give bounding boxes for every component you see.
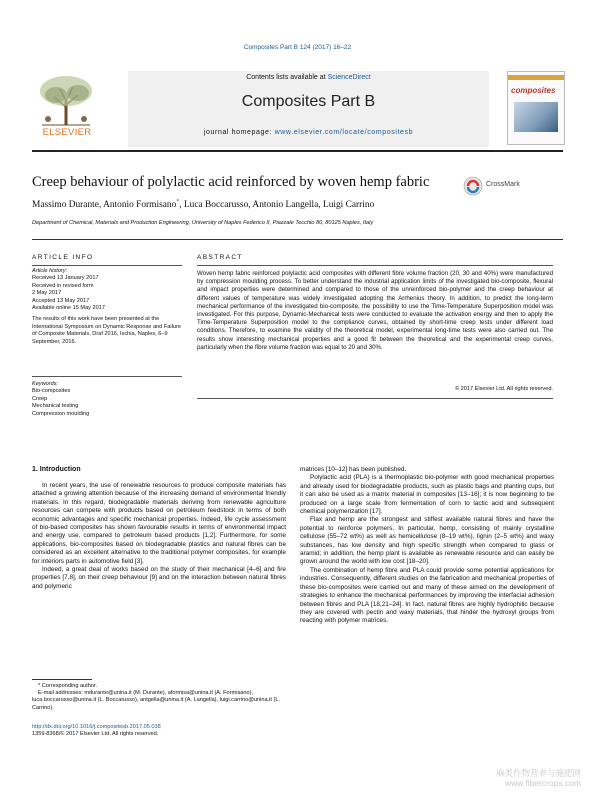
section-heading-introduction: 1. Introduction <box>32 466 81 473</box>
intro-paragraph: Polylactic acid (PLA) is a thermoplastic bio-polymer with good mechanical properties and already used for biodegradable products, such as plastic bags and planting cups, but it can also be used as a matrix material in composites [13–16]; it is now beginning to be produced on a large scale from fermentation of corn to lactic acid and subsequent chemical polymerization [17]. <box>300 474 554 516</box>
journal-citation[interactable]: Composites Part B 124 (2017) 16–22 <box>243 44 352 51</box>
footnote-rule <box>32 679 92 680</box>
crossmark-icon <box>463 176 483 196</box>
corresponding-author-mark[interactable]: * <box>176 199 180 205</box>
article-info-rule <box>32 265 182 266</box>
abstract-text: Woven hemp fabric reinforced polylactic acid composites with different fibre volume fraction (20, 30 and 40%) were manufactured by compression moulding process. To better understand the industrial application limits of the investigated bio-composite, flexural and impact properties were determined and compared to those of the unreinforced bio-polymer and the creep behaviour at different values of temperature was widely investigated adopting the Arrhenius theory. In addition, to predict the long-term mechanical performance of the investigated bio-composite, the possibility to use the Time-Temperature Superposition model was investigated. For this purpose, Dynamic-Mechanical tests were conducted to evaluate the activation energy and then to apply the Time-Temperature Superposition model to the compliance curves, obtained by short-time creep tests under different load conditions. Therefore, to examine the validity of the theoretical model, experimental long-time tests were also carried out. The results show interesting mechanical properties and a good fit between the theoretical and the experimental creep curves, particularly when the fibre volume fraction was equal to 20 and 30%. <box>197 270 553 351</box>
history-label: Article history: <box>32 268 68 274</box>
keywords-block <box>32 381 182 418</box>
elsevier-wordmark: ELSEVIER <box>42 127 92 138</box>
affiliation: Department of Chemical, Materials and Production Engineering, University of Naples Federico II, Piazzale Tecchio 80, 80125 Naples, Italy <box>32 220 374 226</box>
intro-paragraph: In recent years, the use of renewable resources to produce composite materials has attached a growing attention because of the increasing demand of environmental friendly materials. In this regard, biodegradable materials deriving from renewable agriculture resources can compete with products based on petroleum feedstock in terms of both economic advantages and specific mechanical properties. Indeed, life cycle assessment of bio-based composites has shown favourable results in terms of environmental impact and energy use, compared to petroleum based products [1,2]. Furthermore, for some applications, bio-composites based on biodegradable plastics and natural fibres can be considered as an excellent alternative to the traditional polymer composites, for example for interiors parts in automotive field [3]. <box>32 482 286 565</box>
article-info-block <box>32 268 182 346</box>
keywords-label: Keywords: <box>32 381 59 387</box>
article-title: Creep behaviour of polylactic acid reinforced by woven hemp fabric <box>32 174 430 190</box>
history-item: Received 13 January 2017 <box>32 275 99 282</box>
crossmark-badge[interactable] <box>463 176 553 196</box>
article-info-heading: ARTICLE INFO <box>32 254 94 261</box>
history-item: Accepted 13 May 2017 <box>32 297 90 304</box>
footnote-meta <box>32 724 332 738</box>
journal-header <box>32 71 563 147</box>
cover-image <box>514 102 558 132</box>
homepage-prefix: journal homepage: <box>203 129 275 136</box>
cover-band <box>508 75 564 80</box>
journal-title: Composites Part B <box>241 93 376 110</box>
intro-left-column <box>32 482 286 591</box>
authors-rest: , Luca Boccarusso, Antonio Langella, Luigi Carrino <box>179 200 375 211</box>
keyword: Bio-composites <box>32 388 71 395</box>
abstract-bottom-rule <box>197 398 553 399</box>
site-watermark <box>496 768 581 788</box>
cover-title: composites <box>511 86 556 95</box>
watermark-line: www.fibercrops.com <box>504 778 581 788</box>
authors-first: Massimo Durante, Antonio Formisano <box>32 200 177 211</box>
abstract-rule <box>197 265 553 266</box>
contents-prefix: Contents lists available at <box>246 74 328 81</box>
doi-link[interactable]: http://dx.doi.org/10.1016/j.compositesb.2017.05.038 <box>32 724 161 730</box>
history-item: Available online 15 May 2017 <box>32 305 105 312</box>
journal-header-band <box>128 71 489 147</box>
author-list <box>32 199 552 210</box>
header-rule <box>32 150 563 152</box>
affiliation-rule <box>32 239 563 240</box>
intro-paragraph: Indeed, a great deal of works based on the study of their mechanical [4–6] and fire properties [7,8], on their creep behaviour [9] and on the interaction between natural fibres and polymeric <box>32 566 286 590</box>
watermark-line: 麻类作物营养与施肥网 <box>495 768 581 778</box>
history-item: Received in revised form <box>32 282 94 289</box>
contents-line <box>128 74 489 81</box>
issn-line: 1359-8368/© 2017 Elsevier Ltd. All rights reserved. <box>32 731 159 738</box>
abstract-heading: ABSTRACT <box>197 254 243 261</box>
intro-right-column <box>300 466 554 626</box>
email-addresses: E-mail addresses: mdurante@unina.it (M. Durante), aformisa@unina.it (A. Formisano), luca.boccarusso@unina.it (L. Boccarusso), antgella@unina.it (A. Langella), luigi.carrino@unina.it (L. Carrino). <box>32 690 281 711</box>
intro-paragraph: Flax and hemp are the strongest and stiffest available natural fibres and have the potential to reinforce polymers. In particular, hemp, consisting of mainly crystalline cellulose (55–72 wt%) as well as hemicellulose (8–19 wt%), lignin (2–5 wt%) and waxy substances, has low density and high specific strength when compared to glass or aramid; in addition, the hemp plant is available as renewable resource and can easily be grown around the world with low cost [18–20]. <box>300 516 554 566</box>
keywords-rule <box>32 376 182 377</box>
keyword: Compression moulding <box>32 410 90 417</box>
sciencedirect-link[interactable]: ScienceDirect <box>327 74 371 81</box>
keyword: Creep <box>32 395 48 402</box>
corresponding-author-note: * Corresponding author. <box>38 683 98 689</box>
intro-paragraph: matrices [10–12] has been published. <box>300 466 407 473</box>
crossmark-label: CrossMark <box>486 181 520 188</box>
journal-cover-thumbnail[interactable] <box>507 71 565 145</box>
keyword: Mechanical testing <box>32 403 79 410</box>
intro-paragraph: The combination of hemp fibre and PLA could provide some potential applications for industries. Consequently, different studies on the fabrication and mechanical properties of these bio-composites were carried out and many of these aimed on the development of strategies to enhance the mechanical performances by improving the interfacial adhesion between fibres and PLA [18,21–24]. In fact, natural fibres are highly hydrophilic because they are covered with pectin and waxy materials, that hinder the hydroxyl groups from reacting with polymer matrices. <box>300 566 554 625</box>
history-item: 2 May 2017 <box>32 290 62 297</box>
presentation-note: The results of this work have been presented at the International Symposium on Dynamic Response and Failure of Composite Materials, Draf 2016, Ischia, Naples, 6–9 September, 2016. <box>32 316 181 345</box>
journal-homepage <box>128 129 489 136</box>
homepage-link[interactable]: www.elsevier.com/locate/compositesb <box>274 129 414 136</box>
abstract-copyright: © 2017 Elsevier Ltd. All rights reserved. <box>454 386 553 392</box>
footnote-block <box>32 683 286 712</box>
